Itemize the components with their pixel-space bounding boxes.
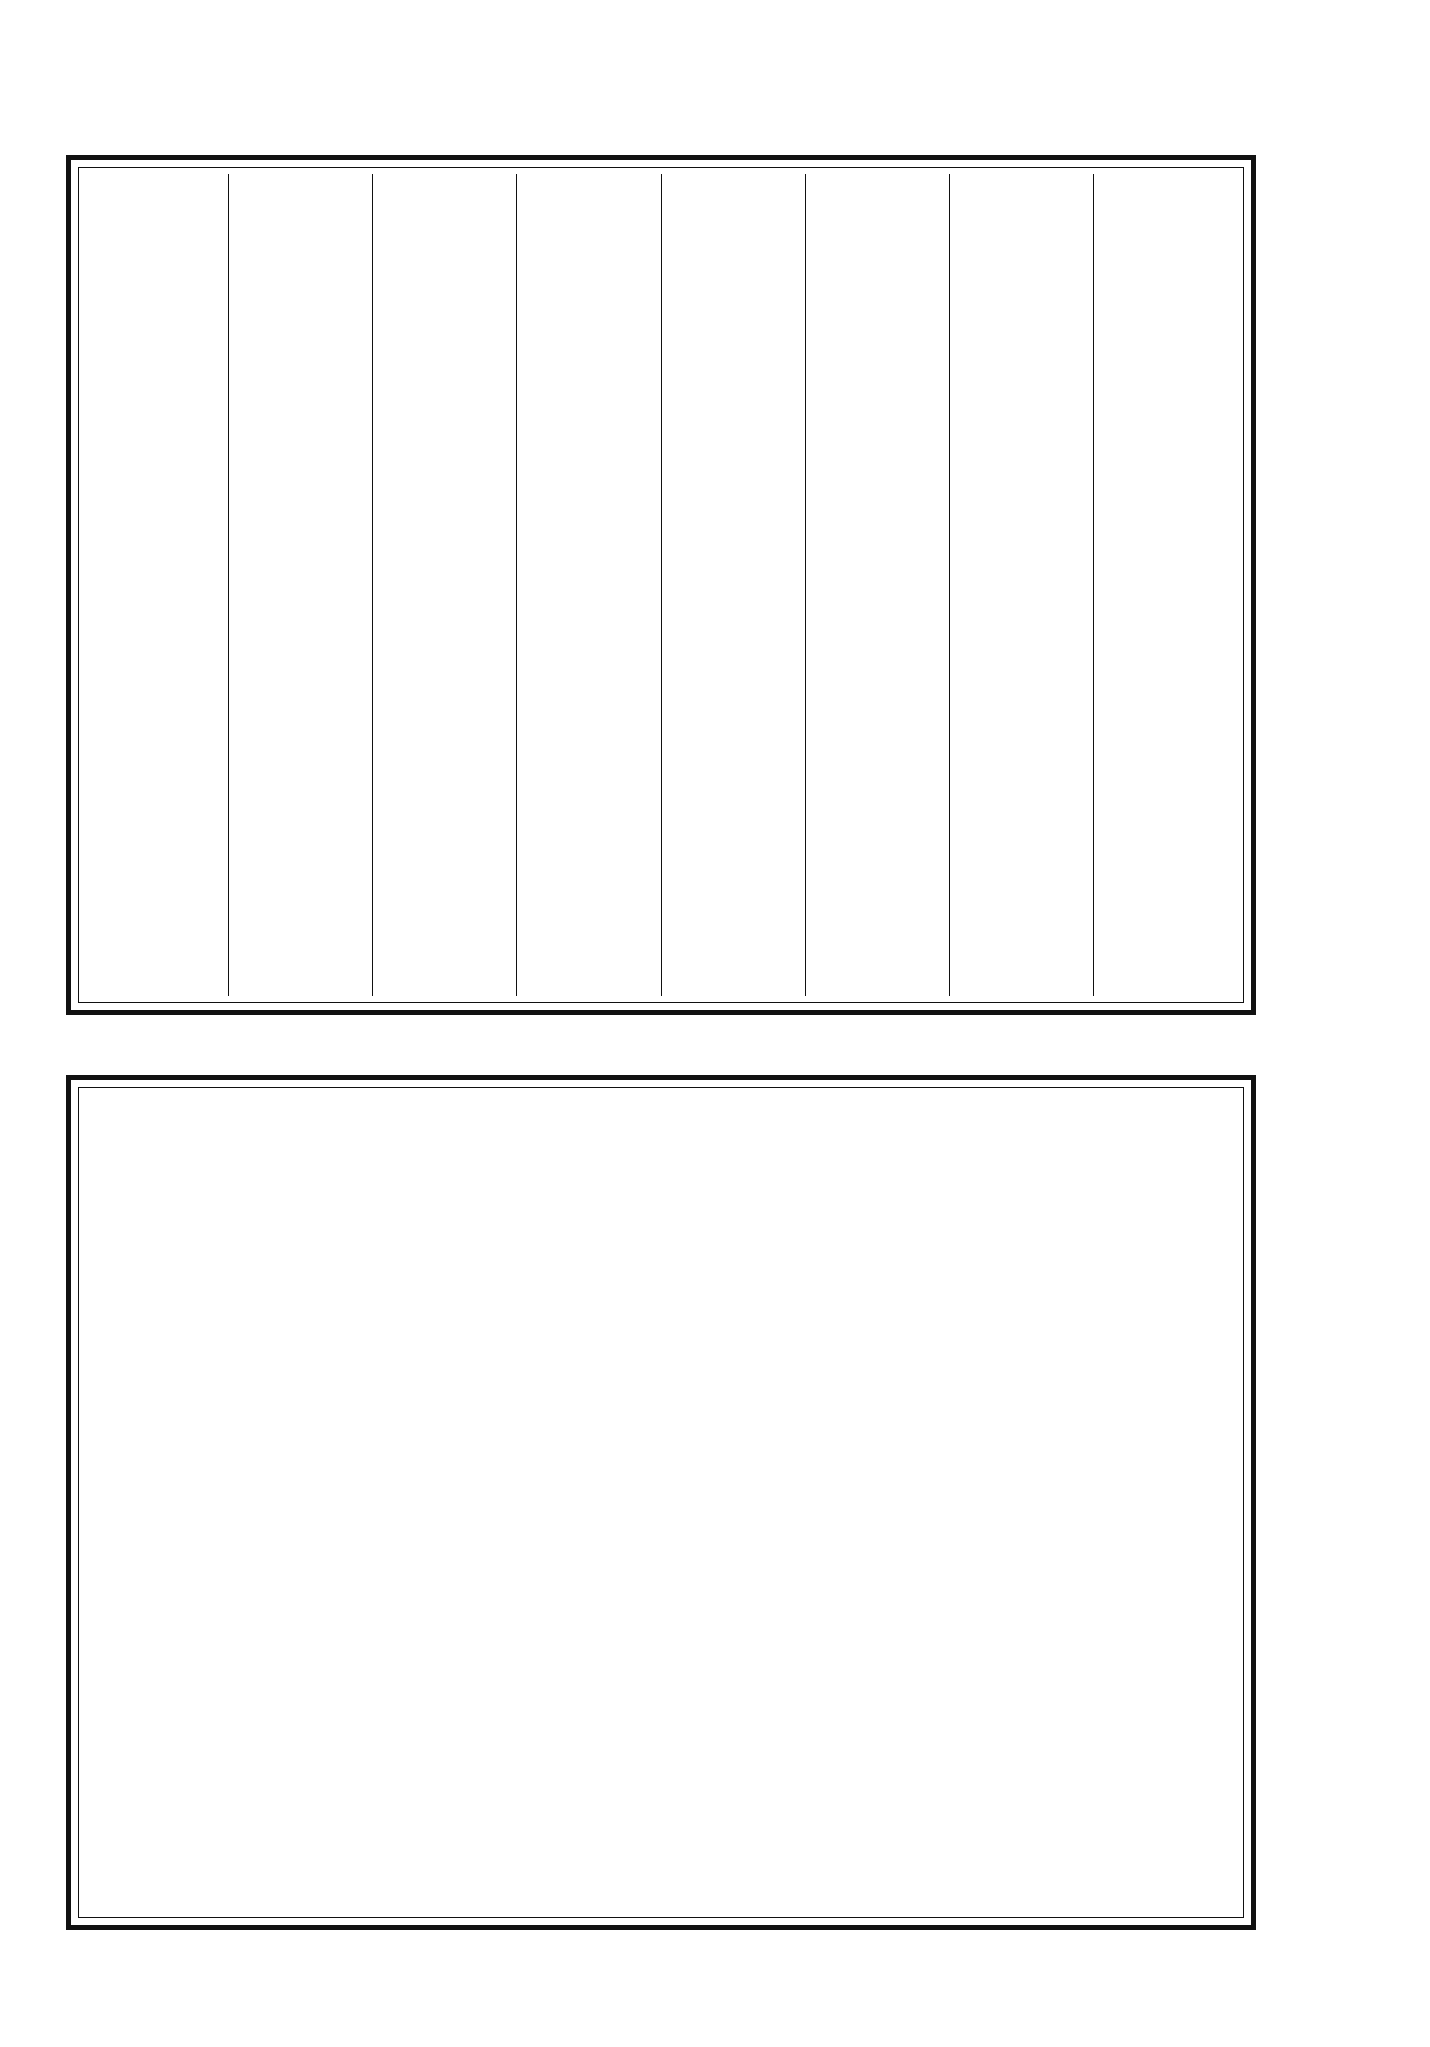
text-column <box>1093 174 1237 996</box>
text-column <box>805 174 949 996</box>
bottom-page <box>66 1075 1256 1930</box>
bottom-page-columns <box>85 1094 1237 1911</box>
text-column <box>516 174 660 996</box>
top-page <box>66 155 1256 1015</box>
text-column <box>372 174 516 996</box>
text-column <box>228 174 372 996</box>
text-column <box>661 174 805 996</box>
top-page-columns <box>85 174 1237 996</box>
text-column <box>85 174 228 996</box>
text-column <box>949 174 1093 996</box>
